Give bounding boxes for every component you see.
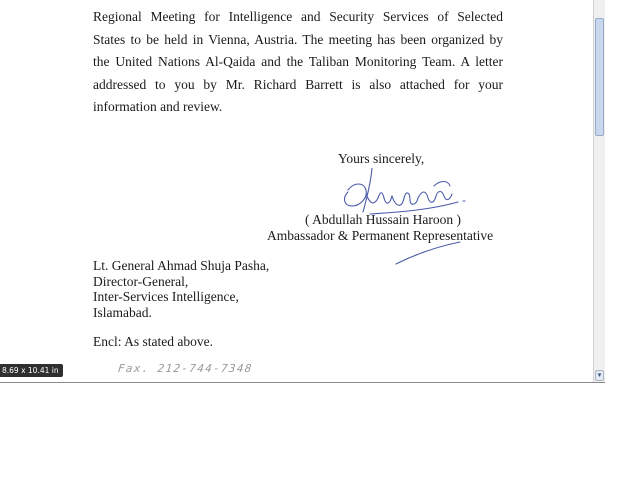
scroll-down-arrow-icon[interactable]: ▾ — [595, 370, 604, 381]
page-bottom-divider — [0, 382, 605, 383]
handwritten-fax-number: Fax. 212-744-7348 — [117, 362, 254, 375]
page-size-badge: 8.69 x 10.41 in — [0, 364, 63, 377]
addressee-line: Director-General, — [93, 273, 189, 289]
addressee-line: Lt. General Ahmad Shuja Pasha, — [93, 258, 270, 273]
vertical-scrollbar[interactable] — [593, 0, 605, 383]
body-line: States to be held in Vienna, Austria. The meeting has been organized by — [93, 31, 503, 47]
signer-title: Ambassador & Permanent Representative — [267, 228, 494, 243]
body-line: the United Nations Al-Qaida and the Taliban Monitoring Team. A letter — [93, 54, 503, 70]
body-line: information and review. — [93, 99, 223, 115]
body-line: addressed to you by Mr. Richard Barrett is also attached for your — [93, 76, 503, 92]
scrollbar-thumb[interactable] — [595, 18, 604, 136]
signer-name: ( Abdullah Hussain Haroon ) — [305, 212, 461, 227]
addressee-line: Inter-Services Intelligence, — [93, 289, 239, 304]
body-line: Regional Meeting for Intelligence and Security Services of Selected — [93, 9, 503, 24]
addressee-line: Islamabad. — [93, 304, 152, 320]
letter-body-paragraph — [93, 6, 503, 119]
letter-closing: Yours sincerely, — [338, 151, 425, 166]
enclosure-note: Encl: As stated above. — [93, 334, 213, 349]
addressee-block — [93, 258, 269, 320]
